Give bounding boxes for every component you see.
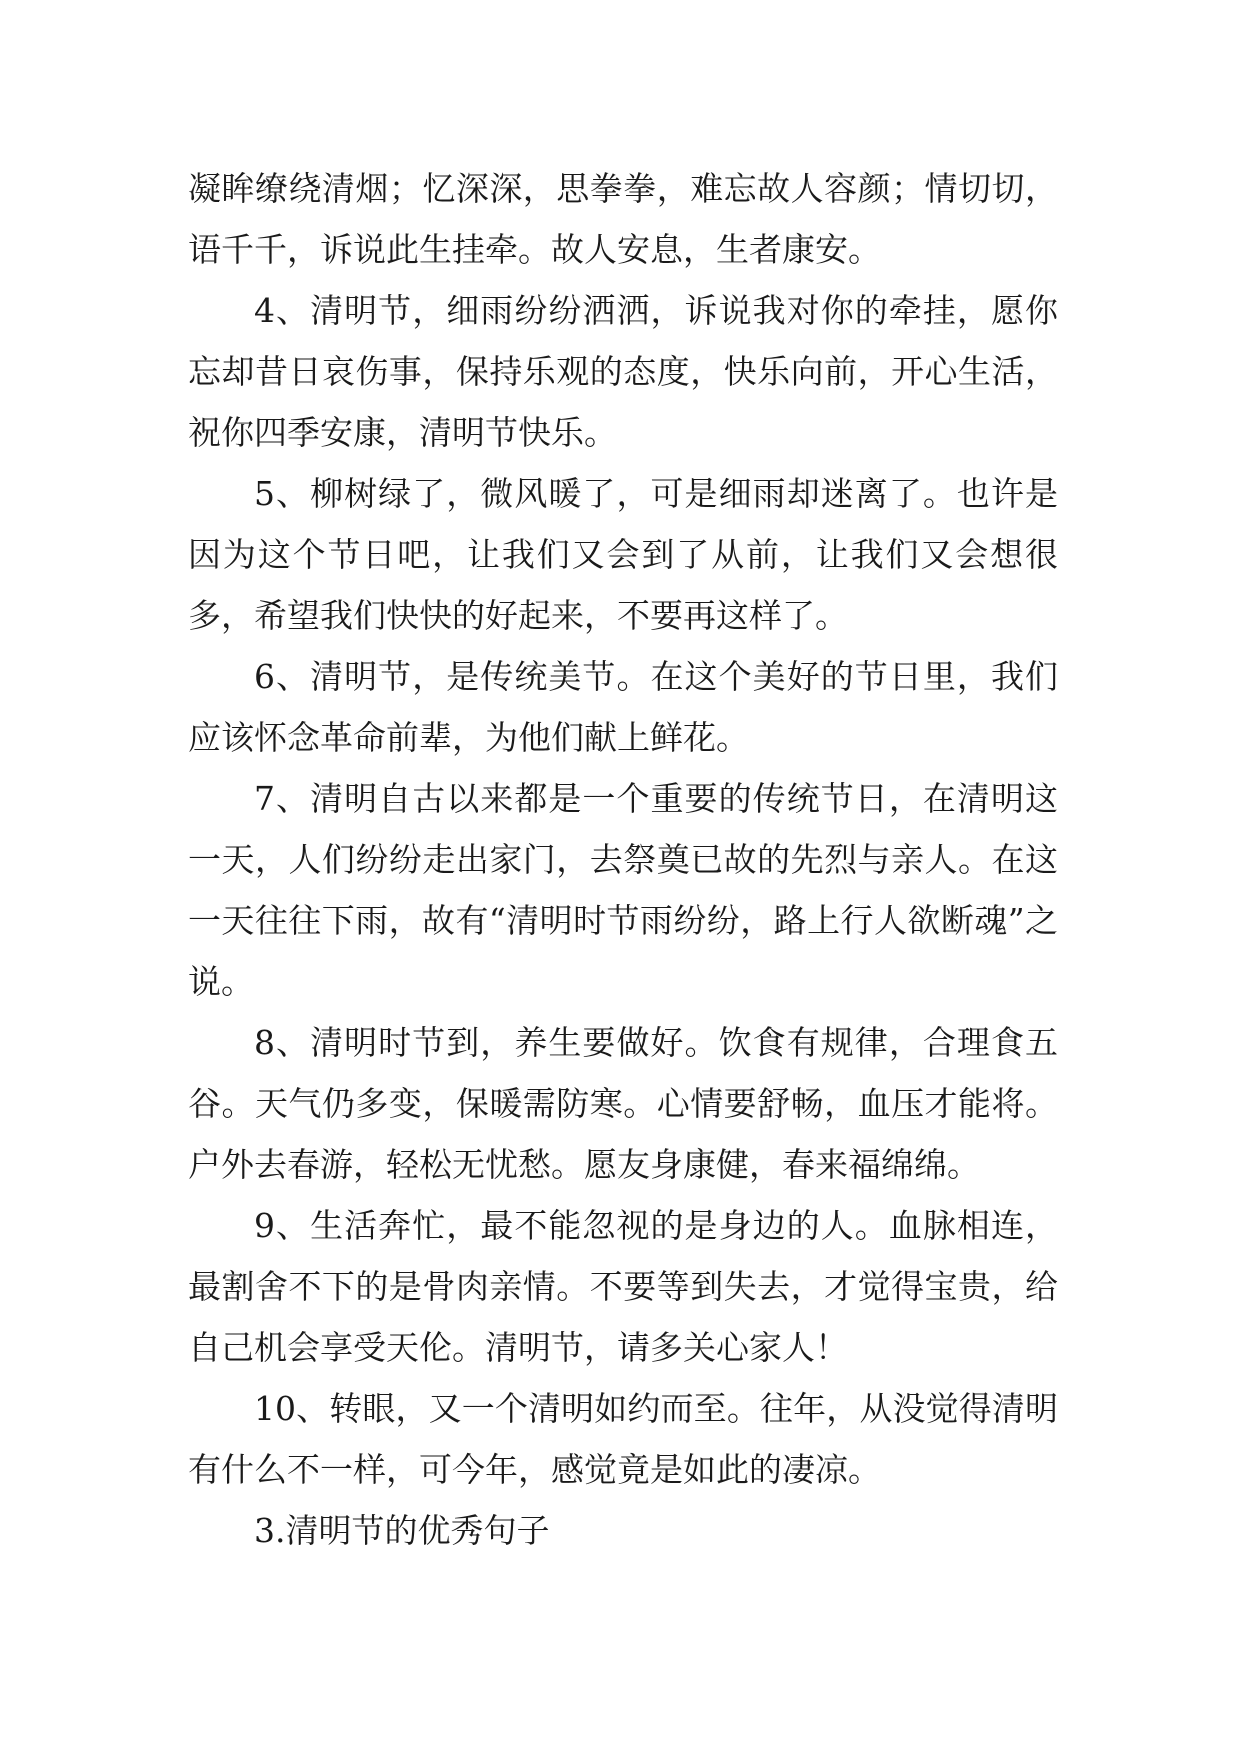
paragraph-item-8: 8、清明时节到，养生要做好。饮食有规律，合理食五谷。天气仍多变，保暖需防寒。心情要舒畅，血压才能将。户外去春游，轻松无忧愁。愿友身康健，春来福绵绵。	[188, 1023, 1058, 1184]
paragraph-continuation: 凝眸缭绕清烟；忆深深，思拳拳，难忘故人容颜；情切切，语千千，诉说此生挂牵。故人安息，生者康安。	[188, 169, 1058, 269]
paragraph-item-9: 9、生活奔忙，最不能忽视的是身边的人。血脉相连，最割舍不下的是骨肉亲情。不要等到失去，才觉得宝贵，给自己机会享受天伦。清明节，请多关心家人！	[188, 1206, 1058, 1367]
document-body	[188, 158, 1058, 1561]
paragraph-item-10: 10、转眼，又一个清明如约而至。往年，从没觉得清明有什么不一样，可今年，感觉竟是如此的凄凉。	[188, 1389, 1058, 1489]
paragraph-item-5: 5、柳树绿了，微风暖了，可是细雨却迷离了。也许是因为这个节日吧，让我们又会到了从前，让我们又会想很多，希望我们快快的好起来，不要再这样了。	[188, 474, 1058, 635]
paragraph-item-6: 6、清明节，是传统美节。在这个美好的节日里，我们应该怀念革命前辈，为他们献上鲜花。	[188, 657, 1058, 757]
section-heading: 3.清明节的优秀句子	[254, 1511, 550, 1550]
paragraph-item-7: 7、清明自古以来都是一个重要的传统节日，在清明这一天，人们纷纷走出家门，去祭奠已故的先烈与亲人。在这一天往往下雨，故有“清明时节雨纷纷，路上行人欲断魂”之说。	[188, 779, 1058, 1001]
paragraph-item-4: 4、清明节，细雨纷纷洒洒，诉说我对你的牵挂，愿你忘却昔日哀伤事，保持乐观的态度，快乐向前，开心生活，祝你四季安康，清明节快乐。	[188, 291, 1058, 452]
